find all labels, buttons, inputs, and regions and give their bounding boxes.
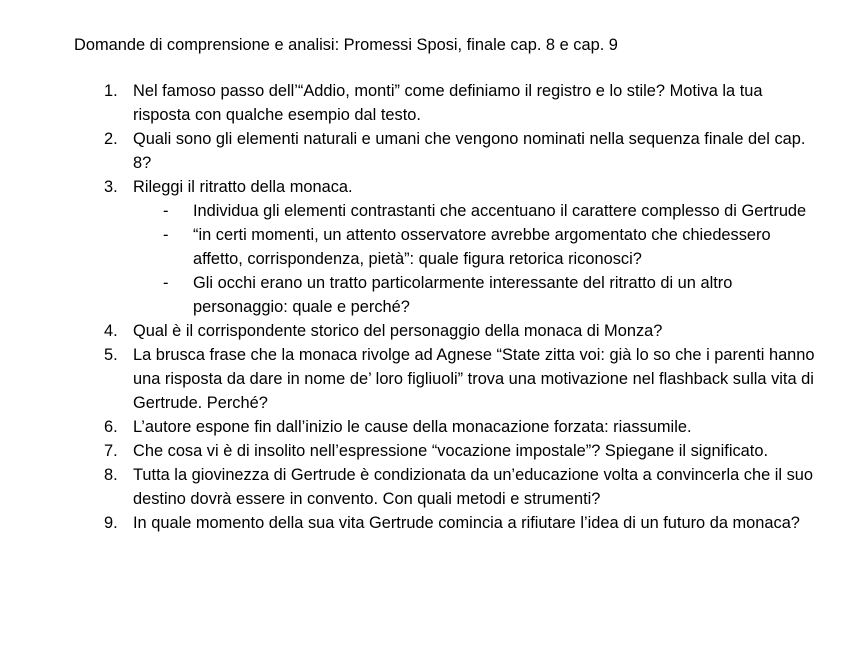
- question-number: 1.: [104, 82, 118, 100]
- sub-question-text: Gli occhi erano un tratto particolarmente interessante del ritratto di un altro personaggio: quale e perché?: [193, 274, 733, 316]
- sub-question-list: [133, 199, 821, 319]
- question-text: Che cosa vi è di insolito nell’espressione “vocazione impostale”? Spiegane il significato.: [133, 442, 769, 460]
- sub-question-item: [163, 271, 821, 319]
- question-number: 9.: [104, 514, 118, 532]
- question-item-9: [0, 511, 821, 535]
- question-text: Qual è il corrispondente storico del personaggio della monaca di Monza?: [133, 322, 663, 340]
- sub-question-text: Individua gli elementi contrastanti che accentuano il carattere complesso di Gertrude: [193, 202, 807, 220]
- sub-question-text: “in certi momenti, un attento osservatore avrebbe argomentato che chiedessero affetto, corrispondenza, pietà”: quale figura retorica riconosci?: [193, 226, 771, 268]
- question-text: L’autore espone fin dall’inizio le cause della monacazione forzata: riassumile.: [133, 418, 692, 436]
- sub-question-item: [163, 223, 821, 271]
- document-title: Domande di comprensione e analisi: Promessi Sposi, finale cap. 8 e cap. 9: [74, 36, 618, 54]
- question-text: Nel famoso passo dell’“Addio, monti” come definiamo il registro e lo stile? Motiva la tua risposta con qualche esempio dal testo.: [133, 82, 763, 124]
- question-number: 8.: [104, 466, 118, 484]
- question-number: 4.: [104, 322, 118, 340]
- question-text: In quale momento della sua vita Gertrude comincia a rifiutare l’idea di un futuro da monaca?: [133, 514, 800, 532]
- question-item-1: [0, 79, 821, 127]
- question-number: 2.: [104, 130, 118, 148]
- question-text: Rileggi il ritratto della monaca.: [133, 178, 353, 196]
- question-number: 3.: [104, 178, 118, 196]
- question-item-8: [0, 463, 821, 511]
- dash-marker: -: [163, 202, 169, 220]
- dash-marker: -: [163, 274, 169, 292]
- question-text: Tutta la giovinezza di Gertrude è condizionata da un’educazione volta a convincerla che il suo destino dovrà essere in convento. Con quali metodi e strumenti?: [133, 466, 814, 508]
- sub-question-item: [163, 199, 821, 223]
- question-list: [0, 79, 862, 535]
- question-item-4: [0, 319, 821, 343]
- question-text: Quali sono gli elementi naturali e umani che vengono nominati nella sequenza finale del cap. 8?: [133, 130, 806, 172]
- question-text: La brusca frase che la monaca rivolge ad Agnese “State zitta voi: già lo so che i parenti hanno una risposta da dare in nome de’ loro figliuoli” trova una motivazione nel flashback sulla vita di Gertrude. Perché?: [133, 346, 815, 412]
- question-number: 6.: [104, 418, 118, 436]
- dash-marker: -: [163, 226, 169, 244]
- question-number: 7.: [104, 442, 118, 460]
- question-item-7: [0, 439, 821, 463]
- question-number: 5.: [104, 346, 118, 364]
- question-item-3: [0, 175, 821, 319]
- question-item-5: [0, 343, 821, 415]
- question-item-6: [0, 415, 821, 439]
- question-item-2: [0, 127, 821, 175]
